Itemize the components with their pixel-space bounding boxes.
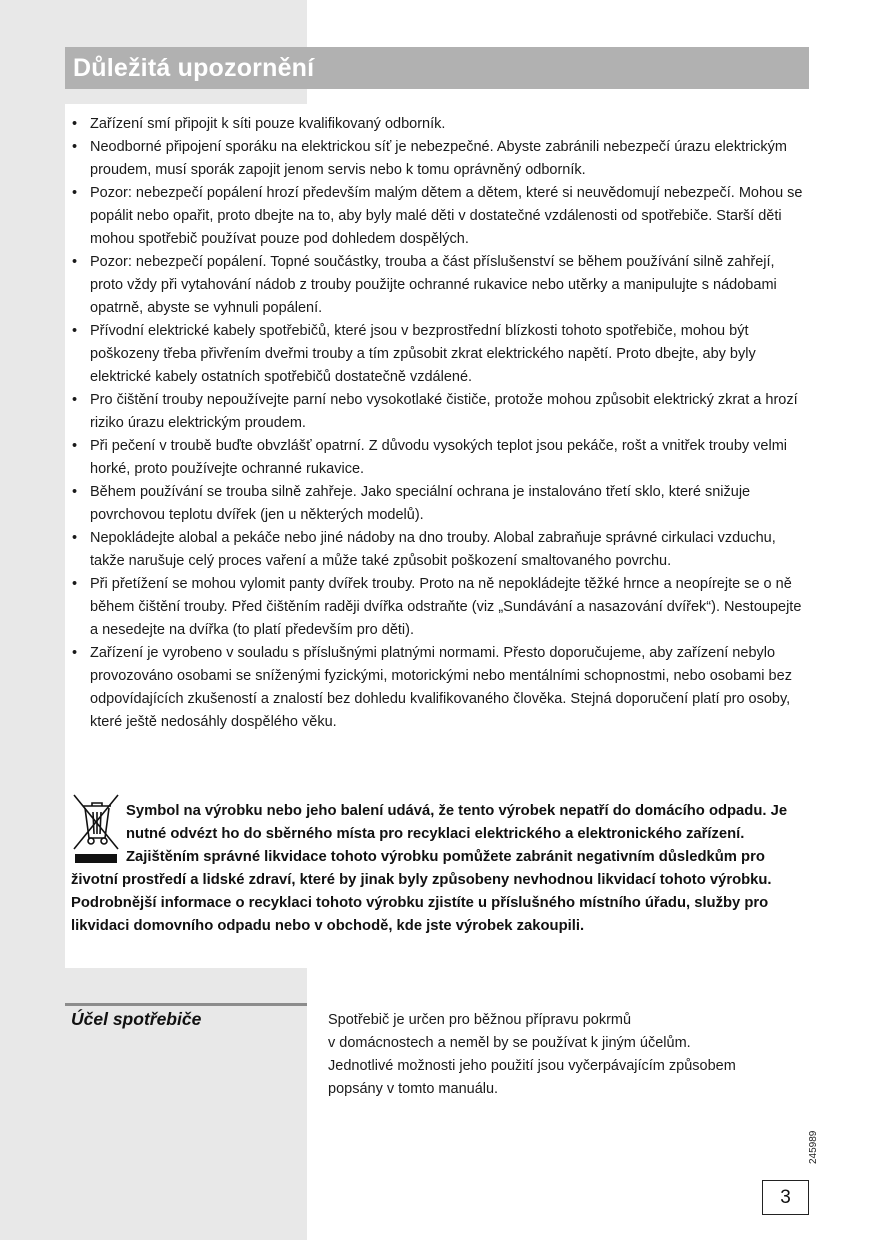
page-number: 3 bbox=[762, 1180, 809, 1215]
warning-item bbox=[65, 320, 809, 389]
bullet-icon: • bbox=[72, 484, 78, 500]
bullet-icon: • bbox=[72, 139, 78, 155]
warning-item bbox=[65, 435, 809, 481]
title-bar bbox=[65, 47, 809, 89]
warning-text: Během používání se trouba silně zahřeje. Jako speciální ochrana je instalováno třetí sklo, které snižuje povrchovou teplotu dvířek (jen u některých modelů). bbox=[90, 484, 751, 523]
section-divider bbox=[65, 1003, 307, 1006]
warning-text: Nepokládejte alobal a pekáče nebo jiné nádoby na dno trouby. Alobal zabraňuje správné cirkulaci vzduchu, takže narušuje celý proces vaření a může také způsobit poškození smaltovaného povrchu. bbox=[90, 530, 776, 569]
warning-text: Při pečení v troubě buďte obvzlášť opatrní. Z důvodu vysokých teplot jsou pekáče, rošt a vnitřek trouby velmi horké, proto používejte ochranné rukavice. bbox=[90, 438, 788, 477]
recycling-text-content: Symbol na výrobku nebo jeho balení udává, že tento výrobek nepatří do domácího odpadu. Je nutné odvézt ho do sběrného místa pro recyklaci elektrického a elektronického zařízení. Zajištěním správné likvidace tohoto výrobku pomůžete zabránit negativním důsledkům pro životní prostředí a lidské zdraví, které by jinak byly způsobeny nevhodnou likvidací tohoto výrobku. Podrobnější informace o recyklaci tohoto výrobku zjistíte u příslušného místního úřadu, služby pro likvidaci domovního odpadu nebo v obchodě, kde jste výrobek zakoupili. bbox=[71, 803, 788, 934]
warning-text: Pro čištění trouby nepoužívejte parní nebo vysokotlaké čističe, protože mohou způsobit elektrický zkrat a hrozí riziko úrazu elektrickým proudem. bbox=[90, 392, 798, 431]
warning-text: Zařízení smí připojit k síti pouze kvalifikovaný odborník. bbox=[90, 116, 446, 132]
warning-item bbox=[65, 573, 809, 642]
purpose-line: v domácnostech a neměl by se používat k jiným účelům. bbox=[328, 1035, 691, 1051]
warning-item bbox=[65, 527, 809, 573]
bullet-icon: • bbox=[72, 645, 78, 661]
bullet-icon: • bbox=[72, 392, 78, 408]
bullet-icon: • bbox=[72, 323, 78, 339]
warning-text: Zařízení je vyrobeno v souladu s příslušnými platnými normami. Přesto doporučujeme, aby zařízení nebylo provozováno osobami se sníženými fyzickými, motorickými nebo mentálními schopnostmi, nebo osobami bez odpovídajících zkušeností a znalostí bez dohledu kvalifikovaného člověka. Stejná doporučení platí pro osoby, které ještě nedosáhly dospělého věku. bbox=[90, 645, 792, 730]
warning-item bbox=[65, 251, 809, 320]
warnings-list bbox=[65, 113, 809, 734]
bullet-icon: • bbox=[72, 438, 78, 454]
section-heading: Účel spotřebiče bbox=[71, 1009, 202, 1029]
warning-text: Neodborné připojení sporáku na elektrickou síť je nebezpečné. Abyste zabránili nebezpečí úrazu elektrickým proudem, musí sporák zapojit jenom servis nebo k tomu oprávněný odborník. bbox=[90, 139, 787, 178]
purpose-line: popsány v tomto manuálu. bbox=[328, 1081, 499, 1097]
warning-text: Pozor: nebezpečí popálení. Topné součástky, trouba a část příslušenství se během používání silně zahřejí, proto vždy při vytahování nádob z trouby použijte ochranné rukavice nebo utěrky a manipulujte s nádobami opatrně, abyste se vyhnuli popálení. bbox=[90, 254, 777, 316]
warning-item bbox=[65, 113, 809, 136]
page-title: Důležitá upozornění bbox=[73, 53, 315, 82]
warnings-box bbox=[65, 104, 809, 968]
recycling-text bbox=[71, 800, 807, 938]
bullet-icon: • bbox=[72, 254, 78, 270]
warning-item bbox=[65, 481, 809, 527]
purpose-line: Jednotlivé možnosti jeho použití jsou vyčerpávajícím způsobem bbox=[328, 1058, 736, 1074]
warning-item bbox=[65, 182, 809, 251]
warning-item bbox=[65, 136, 809, 182]
warning-item bbox=[65, 642, 809, 734]
bullet-icon: • bbox=[72, 576, 78, 592]
warning-item bbox=[65, 389, 809, 435]
bullet-icon: • bbox=[72, 530, 78, 546]
warning-text: Pozor: nebezpečí popálení hrozí především malým dětem a dětem, které si neuvědomují nebezpečí. Mohou se popálit nebo opařit, proto dbejte na to, aby byly malé děti v dostatečné vzdálenosti od spotřebiče. Starší děti mohou spotřebič používat pouze pod dohledem dospělých. bbox=[90, 185, 803, 247]
document-code: 245989 bbox=[808, 1130, 819, 1164]
purpose-paragraph bbox=[328, 1009, 818, 1101]
bullet-icon: • bbox=[72, 185, 78, 201]
warning-text: Při přetížení se mohou vylomit panty dvířek trouby. Proto na ně nepokládejte těžké hrnce a neopírejte se o ně během čištění trouby. Před čištěním raději dvířka odstraňte (viz „Sundávání a nasazování dvířek“). Nestoupejte a nesedejte na dvířka (to platí především pro děti). bbox=[90, 576, 802, 638]
bullet-icon: • bbox=[72, 116, 78, 132]
warning-text: Přívodní elektrické kabely spotřebičů, které jsou v bezprostřední blízkosti tohoto spotřebiče, mohou být poškozeny třeba přivřením dveřmi trouby a tím způsobit zkrat elektrického napětí. Proto dbejte, aby byly elektrické kabely ostatních spotřebičů dostatečně vzdálené. bbox=[90, 323, 756, 385]
purpose-line: Spotřebič je určen pro běžnou přípravu pokrmů bbox=[328, 1012, 632, 1028]
